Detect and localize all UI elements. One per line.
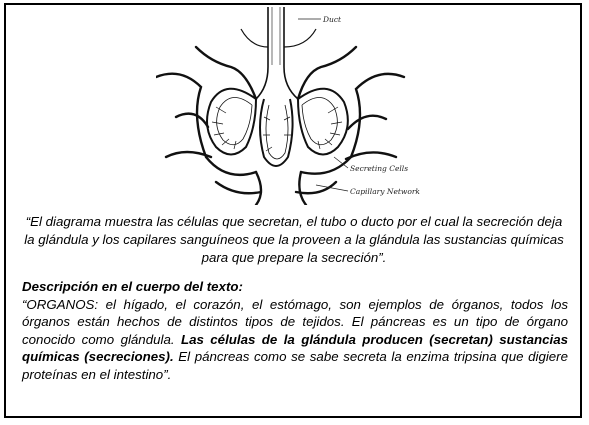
gland-illustration <box>156 7 426 205</box>
capillary-network <box>156 47 404 205</box>
description-block <box>22 278 568 384</box>
description-text-part2: El páncreas como se sabe secreta la enzima tripsina que digiere proteínas en el intestino”. <box>22 349 569 382</box>
description-title: Descripción en el cuerpo del texto: <box>22 279 243 294</box>
label-secreting-cells: Secreting Cells <box>350 164 409 173</box>
description-text-bold: Las células de la glándula producen (secretan) sustancias químicas (secreciones). <box>22 331 568 365</box>
description-text-part1: “ORGANOS: el hígado, el corazón, el estómago, son ejemplos de órganos, todos los órganos están hechos de distintos tipos de tejidos. El páncreas es un tipo de órgano conocido como glándula. <box>22 296 568 347</box>
document-frame <box>4 3 582 418</box>
duct <box>241 7 316 99</box>
label-capillary-network: Capillary Network <box>350 187 420 196</box>
label-duct: Duct <box>323 15 342 24</box>
figure-caption: “El diagrama muestra las células que secretan, el tubo o ducto por el cual la secreción deja la glándula y los capilares sanguíneos que la proveen a la glándula las sustancias químicas para que prepare la secreción”. <box>24 214 564 265</box>
gland-drawing <box>156 7 426 205</box>
right-acinus <box>298 89 348 155</box>
central-acinus <box>260 99 293 166</box>
left-acinus <box>207 89 256 155</box>
